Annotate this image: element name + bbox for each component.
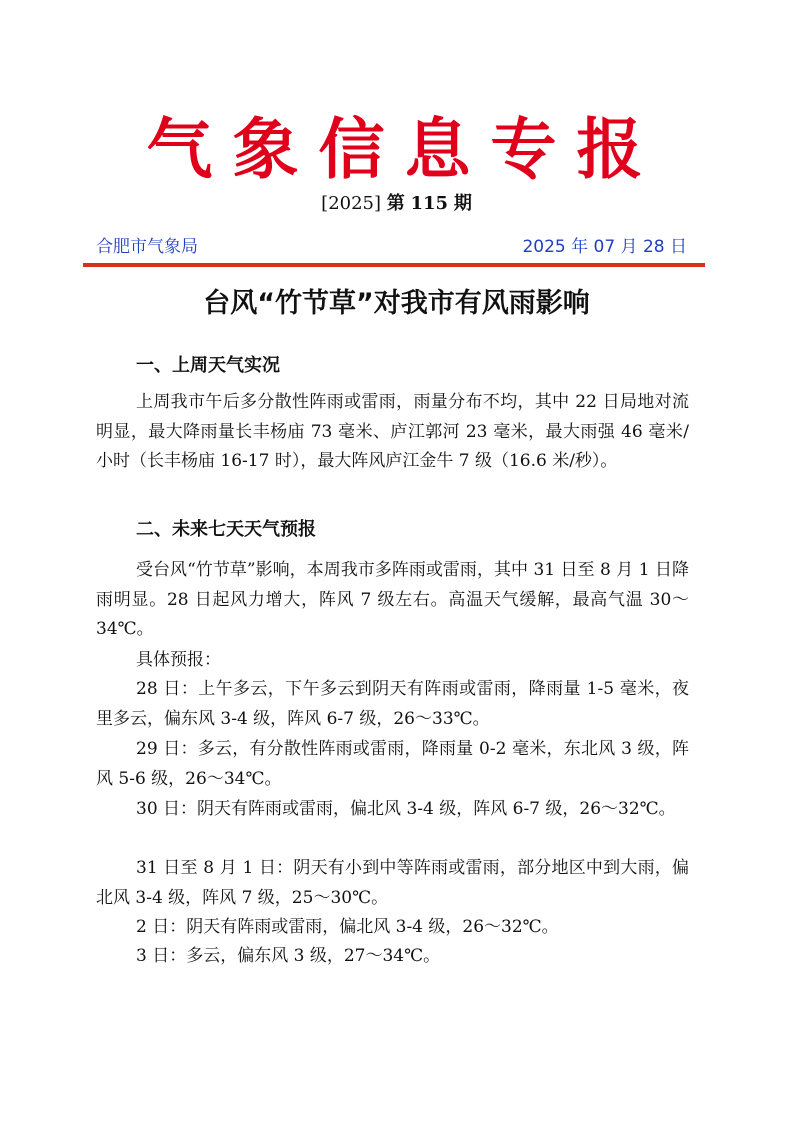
section-heading-last-week: 一、上周天气实况 (136, 355, 280, 376)
document-title: 台风“竹节草”对我市有风雨影响 (203, 288, 590, 319)
issue-number (0, 190, 793, 218)
masthead-title: 气象信息专报 (146, 110, 663, 188)
issue-no-prefix: 第 (386, 193, 405, 214)
issue-year: [2025] (321, 193, 382, 214)
paragraph-forecast-day-28: 28 日：上午多云，下午多云到阴天有阵雨或雷雨，降雨量 1-5 毫米，夜里多云，偏东风 3-4 级，阵风 6-7 级，26～33℃。 (96, 679, 689, 729)
agency-name: 合肥市气象局 (96, 237, 198, 257)
paragraph-last-week: 上周我市午后多分散性阵雨或雷雨，雨量分布不均，其中 22 日局地对流明显，最大降雨量长丰杨庙 73 毫米、庐江郭河 23 毫米，最大雨强 46 毫米/小时（长丰杨庙 16-17 时），最大阵风庐江金牛 7 级（16.6 米/秒）。 (96, 392, 689, 471)
section-heading-forecast: 二、未来七天天气预报 (136, 519, 316, 540)
publish-date: 2025 年 07 月 28 日 (522, 237, 687, 257)
paragraph-forecast-day-3: 3 日：多云，偏东风 3 级，27～34℃。 (136, 946, 441, 966)
paragraph-forecast-day-29: 29 日：多云，有分散性阵雨或雷雨，降雨量 0-2 毫米，东北风 3 级，阵风 5-6 级，26～34℃。 (96, 739, 689, 789)
paragraph-forecast-day-31-aug-1: 31 日至 8 月 1 日：阴天有小到中等阵雨或雷雨，部分地区中到大雨，偏北风 3-4 级，阵风 7 级，25～30℃。 (96, 858, 689, 908)
paragraph-forecast-day-30: 30 日：阴天有阵雨或雷雨，偏北风 3-4 级，阵风 6-7 级，26～32℃。 (136, 799, 676, 819)
header-divider (83, 263, 705, 267)
paragraph-forecast-label: 具体预报： (136, 650, 221, 670)
paragraph-forecast-day-2: 2 日：阴天有阵雨或雷雨，偏北风 3-4 级，26～32℃。 (136, 917, 559, 937)
paragraph-forecast-summary: 受台风“竹节草”影响，本周我市多阵雨或雷雨，其中 31 日至 8 月 1 日降雨明显。28 日起风力增大，阵风 7 级左右。高温天气缓解，最高气温 30～34℃。 (96, 560, 689, 639)
issue-no-suffix: 期 (453, 193, 472, 214)
issue-no: 115 (410, 193, 449, 214)
